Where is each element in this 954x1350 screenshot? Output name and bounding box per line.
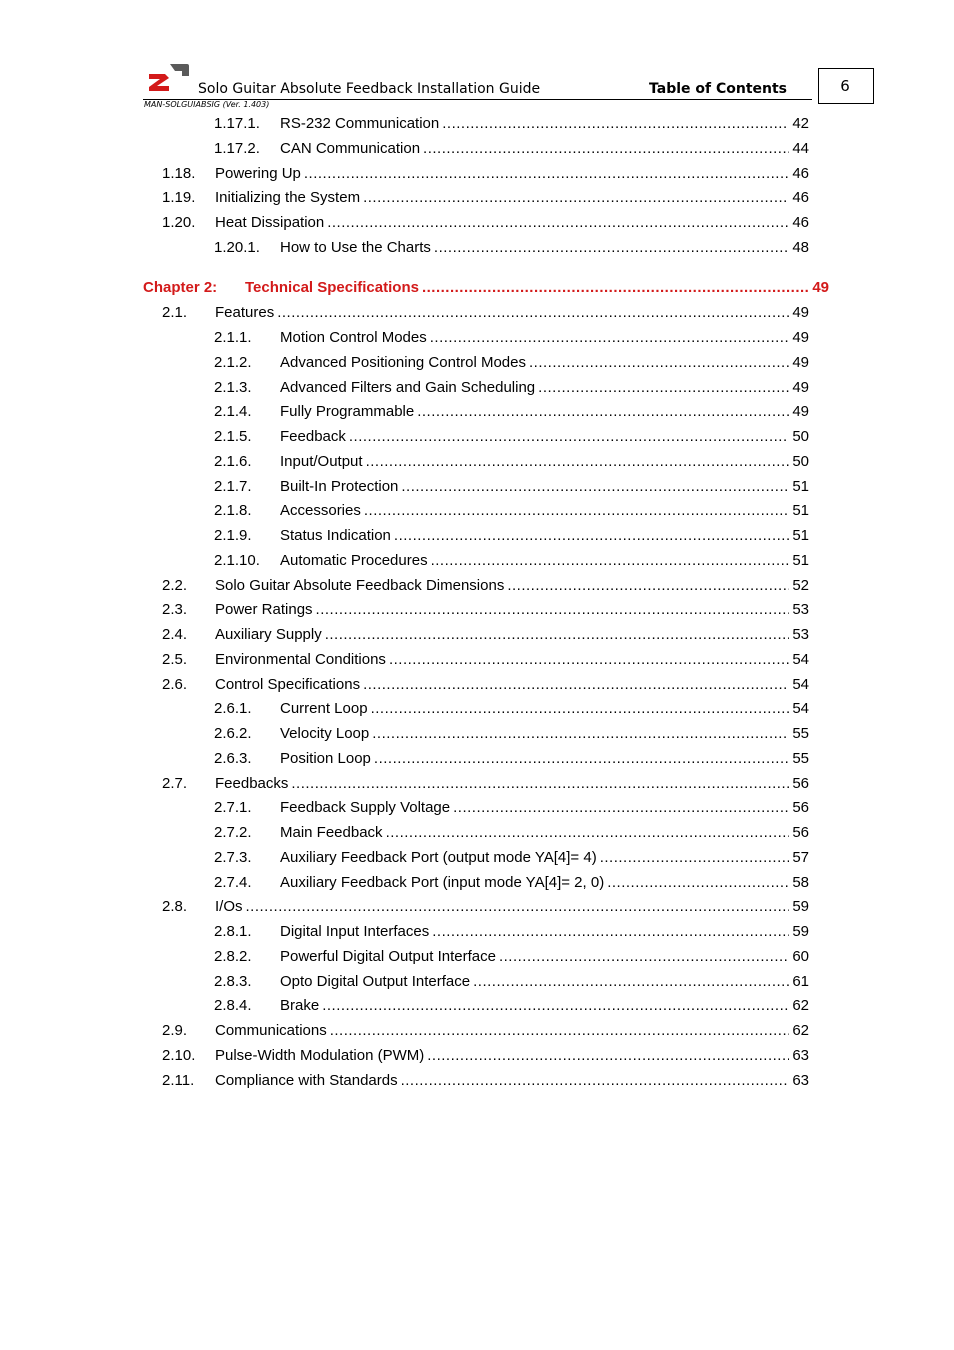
toc-entry-title: Initializing the System <box>215 189 361 207</box>
toc-dot-leader <box>394 527 789 544</box>
toc-entry-page: 63 <box>792 1046 809 1064</box>
toc-dot-leader <box>322 997 789 1014</box>
toc-entry[interactable] <box>214 750 809 772</box>
toc-entry[interactable] <box>214 923 809 945</box>
toc-dot-leader <box>442 115 789 132</box>
toc-entry[interactable] <box>162 214 809 236</box>
toc-entry-number: 2.1. <box>162 304 188 322</box>
toc-entry-number: 2.5. <box>162 650 188 668</box>
toc-entry-number: 2.11. <box>162 1071 195 1089</box>
toc-entry-title: Heat Dissipation <box>215 214 325 231</box>
toc-entry[interactable] <box>162 1047 809 1069</box>
toc-entry-number: 2.8. <box>162 898 188 916</box>
toc-entry-title: How to Use the Charts <box>280 238 431 256</box>
toc-entry-title: Auxiliary Supply <box>215 626 322 643</box>
toc-entry[interactable] <box>214 552 809 574</box>
toc-dot-leader <box>291 775 789 792</box>
toc-entry-title: Control Specifications <box>215 675 361 693</box>
toc-entry-title: Solo Guitar Absolute Feedback Dimensions <box>215 576 505 594</box>
toc-entry-page: 61 <box>792 972 809 990</box>
toc-dot-leader <box>389 651 789 668</box>
toc-entry-number: 2.1.5. <box>214 428 252 445</box>
toc-dot-leader <box>473 973 789 990</box>
toc-entry-number: 2.8.2. <box>214 947 252 965</box>
toc-entry[interactable] <box>214 700 809 722</box>
toc-entry[interactable] <box>214 948 809 970</box>
toc-dot-leader <box>538 379 789 396</box>
toc-dot-leader <box>363 676 789 693</box>
toc-dot-leader <box>453 799 789 816</box>
toc-entry-page: 58 <box>792 873 809 891</box>
toc-entry-page: 44 <box>792 139 809 157</box>
toc-entry-title: Opto Digital Output Interface <box>280 972 471 990</box>
toc-entry-page: 51 <box>792 551 809 569</box>
toc-entry-number: 2.7.1. <box>214 799 252 817</box>
toc-entry-title: Communications <box>215 1022 327 1039</box>
toc-entry[interactable] <box>162 1072 809 1094</box>
toc-entry-page: 49 <box>792 329 809 346</box>
toc-dot-leader <box>507 577 789 594</box>
page-number-box <box>818 68 874 104</box>
toc-entry-title: Pulse-Width Modulation (PWM) <box>215 1046 425 1064</box>
toc-entry[interactable] <box>162 626 809 648</box>
toc-entry[interactable] <box>214 453 809 475</box>
toc-entry[interactable] <box>214 115 809 137</box>
toc-entry-title: Built-In Protection <box>280 477 399 495</box>
toc-entry-number: 1.19. <box>162 189 196 207</box>
toc-entry-page: 51 <box>792 477 809 495</box>
toc-entry[interactable] <box>214 478 809 500</box>
toc-dot-leader <box>304 165 789 182</box>
toc-entry-title: Auxiliary Feedback Port (output mode YA[4]= 4) <box>280 848 597 866</box>
toc-entry-page: 59 <box>792 898 809 916</box>
toc-chapter-entry[interactable] <box>143 279 829 301</box>
page-number: 6 <box>840 77 850 95</box>
toc-entry[interactable] <box>162 775 809 797</box>
toc-entry-page: 49 <box>792 353 809 371</box>
toc-entry[interactable] <box>214 502 809 524</box>
toc-dot-leader <box>366 453 790 470</box>
toc-entry-title: Input/Output <box>280 452 363 470</box>
toc-entry-number: 1.20. <box>162 214 196 231</box>
toc-entry-number: 2.1.3. <box>214 378 252 396</box>
toc-entry-number: Chapter 2: <box>143 278 218 296</box>
toc-entry-title: Features <box>215 304 275 322</box>
toc-entry-page: 49 <box>792 304 809 322</box>
toc-entry-page: 53 <box>792 626 809 643</box>
toc-entry-page: 56 <box>792 824 809 841</box>
toc-entry[interactable] <box>214 973 809 995</box>
company-logo-icon <box>147 62 191 92</box>
toc-entry-title: Brake <box>280 997 320 1015</box>
toc-entry[interactable] <box>162 676 809 698</box>
toc-dot-leader <box>386 824 790 841</box>
toc-dot-leader <box>600 849 790 866</box>
toc-entry-title: Accessories <box>280 502 361 520</box>
toc-entry[interactable] <box>162 577 809 599</box>
toc-entry-page: 52 <box>792 576 809 594</box>
toc-entry-title: Advanced Positioning Control Modes <box>280 353 526 371</box>
toc-entry-number: 2.8.4. <box>214 997 252 1015</box>
page-header <box>0 0 954 120</box>
toc-entry-page: 60 <box>792 947 809 965</box>
toc-entry-number: 1.20.1. <box>214 238 260 256</box>
toc-entry-number: 2.7. <box>162 774 188 792</box>
toc-entry-title: Powering Up <box>215 164 301 182</box>
toc-dot-leader <box>422 279 809 296</box>
toc-entry[interactable] <box>214 140 809 162</box>
toc-entry-title: Automatic Procedures <box>280 551 428 569</box>
toc-entry[interactable] <box>162 165 809 187</box>
toc-entry-page: 57 <box>792 848 809 866</box>
toc-entry-title: Feedback <box>280 428 346 445</box>
toc-entry-title: Compliance with Standards <box>215 1071 398 1089</box>
toc-entry-page: 56 <box>792 774 809 792</box>
toc-entry[interactable] <box>214 874 809 896</box>
toc-dot-leader <box>529 354 789 371</box>
toc-entry-number: 2.8.3. <box>214 972 252 990</box>
toc-entry-title: Current Loop <box>280 700 368 718</box>
toc-entry-title: I/Os <box>215 898 243 916</box>
toc-entry-number: 2.7.3. <box>214 848 252 866</box>
toc-entry-page: 54 <box>792 675 809 693</box>
toc-entry-number: 2.9. <box>162 1022 188 1039</box>
toc-entry-title: Feedback Supply Voltage <box>280 799 451 817</box>
toc-entry[interactable] <box>214 725 809 747</box>
toc-entry[interactable] <box>162 898 809 920</box>
toc-dot-leader <box>401 478 789 495</box>
toc-dot-leader <box>427 1047 789 1064</box>
toc-entry[interactable] <box>214 799 809 821</box>
toc-entry-title: Velocity Loop <box>280 725 370 742</box>
toc-entry-number: 1.17.1. <box>214 115 260 132</box>
document-version: MAN-SOLGUIABSIG (Ver. 1.403) <box>144 100 270 109</box>
toc-entry-page: 63 <box>792 1071 809 1089</box>
toc-entry-number: 2.4. <box>162 626 188 643</box>
toc-entry-page: 62 <box>792 1022 809 1039</box>
toc-entry-page: 62 <box>792 997 809 1015</box>
toc-dot-leader <box>430 329 790 346</box>
toc-entry-number: 2.1.7. <box>214 477 252 495</box>
toc-entry-page: 55 <box>792 725 809 742</box>
toc-entry[interactable] <box>214 329 809 351</box>
toc-entry-title: Status Indication <box>280 527 391 544</box>
toc-entry[interactable] <box>214 403 809 425</box>
toc-entry[interactable] <box>162 1022 809 1044</box>
toc-entry-page: 46 <box>792 189 809 207</box>
toc-entry-page: 50 <box>792 428 809 445</box>
toc-entry-number: 2.1.10. <box>214 551 260 569</box>
toc-entry[interactable] <box>162 601 809 623</box>
toc-dot-leader <box>364 502 789 519</box>
toc-entry-page: 48 <box>792 238 809 256</box>
toc-entry-page: 49 <box>812 278 829 296</box>
toc-entry-page: 50 <box>792 452 809 470</box>
toc-entry-number: 2.6. <box>162 675 188 693</box>
toc-dot-leader <box>374 750 789 767</box>
toc-entry-number: 2.7.4. <box>214 873 252 891</box>
toc-entry-page: 46 <box>792 214 809 231</box>
toc-dot-leader <box>499 948 789 965</box>
toc-entry-title: Feedbacks <box>215 774 289 792</box>
toc-entry-title: Position Loop <box>280 749 371 767</box>
toc-entry-number: 2.1.4. <box>214 403 252 421</box>
toc-entry-page: 53 <box>792 601 809 619</box>
toc-dot-leader <box>330 1022 790 1039</box>
toc-entry-number: 2.1.8. <box>214 502 252 520</box>
toc-dot-leader <box>432 923 789 940</box>
toc-entry-number: 2.1.2. <box>214 353 252 371</box>
toc-entry[interactable] <box>214 849 809 871</box>
toc-dot-leader <box>372 725 789 742</box>
toc-entry-number: 2.2. <box>162 576 188 594</box>
toc-entry[interactable] <box>214 997 809 1019</box>
toc-entry-page: 49 <box>792 403 809 421</box>
toc-entry[interactable] <box>162 651 809 673</box>
document-title: Solo Guitar Absolute Feedback Installation Guide <box>198 81 541 97</box>
toc-entry-page: 54 <box>792 700 809 718</box>
toc-dot-leader <box>327 214 789 231</box>
toc-entry-title: Digital Input Interfaces <box>280 923 430 940</box>
toc-dot-leader <box>423 140 789 157</box>
toc-entry-page: 54 <box>792 650 809 668</box>
toc-entry-page: 56 <box>792 799 809 817</box>
toc-dot-leader <box>607 874 789 891</box>
toc-entry[interactable] <box>214 379 809 401</box>
toc-entry[interactable] <box>214 527 809 549</box>
toc-entry-number: 2.1.6. <box>214 452 252 470</box>
toc-entry-title: Powerful Digital Output Interface <box>280 947 496 965</box>
toc-entry-title: Main Feedback <box>280 824 383 841</box>
toc-entry-number: 2.7.2. <box>214 824 252 841</box>
toc-entry[interactable] <box>214 428 809 450</box>
toc-dot-leader <box>371 700 790 717</box>
toc-entry-number: 2.3. <box>162 601 188 619</box>
toc-dot-leader <box>431 552 790 569</box>
toc-entry-title: CAN Communication <box>280 139 421 157</box>
toc-entry-page: 55 <box>792 749 809 767</box>
toc-entry[interactable] <box>162 304 809 326</box>
toc-entry[interactable] <box>162 189 809 211</box>
toc-entry-page: 51 <box>792 502 809 520</box>
toc-entry-title: Fully Programmable <box>280 403 415 421</box>
toc-entry[interactable] <box>214 354 809 376</box>
toc-dot-leader <box>246 898 790 915</box>
toc-entry-page: 51 <box>792 527 809 544</box>
toc-entry-page: 46 <box>792 164 809 182</box>
toc-dot-leader <box>325 626 790 643</box>
toc-entry-number: 2.6.2. <box>214 725 252 742</box>
toc-entry-number: 1.17.2. <box>214 139 260 157</box>
toc-entry-title: Environmental Conditions <box>215 650 386 668</box>
toc-entry-title: Power Ratings <box>215 601 313 619</box>
toc-dot-leader <box>401 1072 790 1089</box>
toc-entry-title: Advanced Filters and Gain Scheduling <box>280 378 536 396</box>
toc-dot-leader <box>417 403 789 420</box>
toc-entry-page: 42 <box>792 115 809 132</box>
toc-entry-number: 2.6.1. <box>214 700 252 718</box>
toc-entry-page: 49 <box>792 378 809 396</box>
toc-dot-leader <box>316 601 790 618</box>
toc-dot-leader <box>363 189 789 206</box>
toc-entry-number: 2.10. <box>162 1046 196 1064</box>
section-title: Table of Contents <box>649 81 788 97</box>
toc-entry-title: Auxiliary Feedback Port (input mode YA[4]= 2, 0) <box>280 873 605 891</box>
toc-dot-leader <box>434 239 789 256</box>
toc-entry-page: 59 <box>792 923 809 940</box>
toc-entry-number: 2.8.1. <box>214 923 252 940</box>
toc-entry[interactable] <box>214 824 809 846</box>
toc-entry-number: 1.18. <box>162 164 196 182</box>
toc-dot-leader <box>277 304 789 321</box>
toc-entry[interactable] <box>214 239 809 261</box>
toc-entry-title: RS-232 Communication <box>280 115 440 132</box>
toc-entry-number: 2.6.3. <box>214 749 252 767</box>
toc-entry-number: 2.1.9. <box>214 527 252 544</box>
toc-dot-leader <box>349 428 789 445</box>
toc-entry-title: Technical Specifications <box>245 278 419 296</box>
toc-entry-title: Motion Control Modes <box>280 329 427 346</box>
toc-entry-number: 2.1.1. <box>214 329 252 346</box>
